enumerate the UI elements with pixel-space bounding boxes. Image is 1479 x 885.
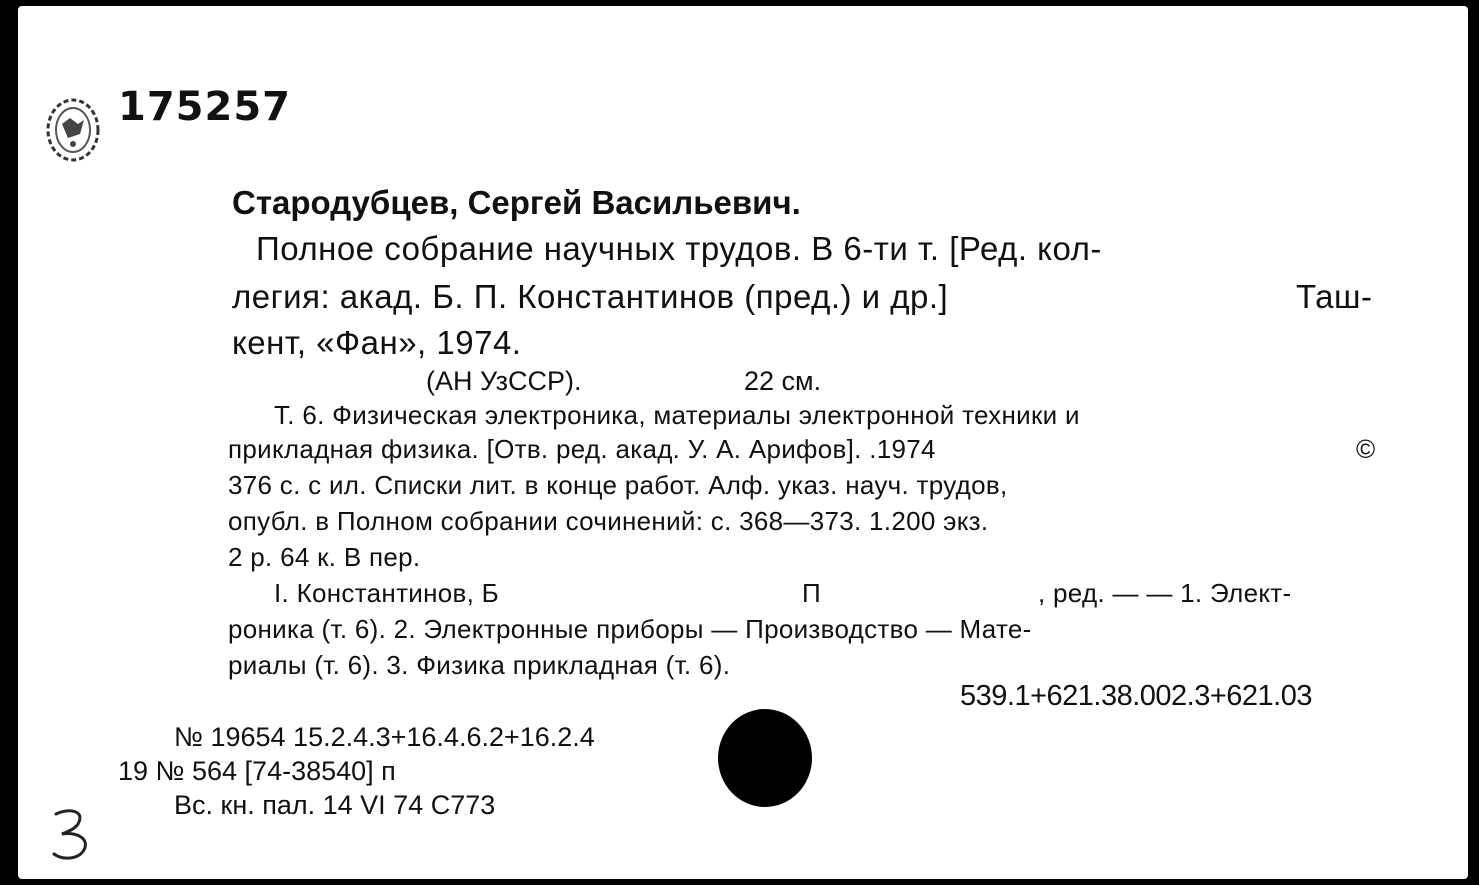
physical-size: 22 см. (744, 366, 822, 396)
library-stamp-icon (44, 94, 102, 164)
subject-line-2: роника (т. 6). 2. Электронные приборы — Производство — Мате- (228, 614, 1032, 644)
udc-classification: 539.1+621.38.002.3+621.03 (960, 680, 1312, 712)
punch-hole (718, 709, 812, 807)
title-line-2: легия: акад. Б. П. Константинов (пред.) и др.] (232, 278, 949, 315)
title-line-1: Полное собрание научных трудов. В 6-ти т. [Ред. кол- (256, 230, 1102, 267)
title-line-2-end: Таш- (1296, 278, 1373, 315)
subject-line-1: I. Константинов, Б (274, 578, 500, 608)
handwritten-mark (48, 806, 98, 866)
subject-line-3: риалы (т. 6). 3. Физика прикладная (т. 6). (228, 650, 731, 680)
title-line-3: кент, «Фан», 1974. (232, 324, 522, 361)
subject-line-1-end: , ред. — — 1. Элект- (1038, 578, 1292, 608)
author-heading: Стародубцев, Сергей Васильевич. (232, 184, 801, 221)
footer-line-3: Вс. кн. пал. 14 VI 74 С773 (174, 790, 496, 820)
subject-line-1-initial: П (802, 578, 821, 608)
card-number: 175257 (118, 84, 291, 130)
series-statement: (АН УзССР). (426, 366, 582, 396)
volume-line-1: Т. 6. Физическая электроника, материалы электронной техники и (274, 400, 1080, 430)
volume-line-2: прикладная физика. [Отв. ред. акад. У. А. Арифов]. .1974 (228, 434, 936, 464)
volume-line-4: опубл. в Полном собрании сочинений: с. 368—373. 1.200 экз. (228, 506, 989, 536)
copyright-symbol: © (1356, 434, 1376, 464)
volume-line-3: 376 с. с ил. Списки лит. в конце работ. Алф. указ. науч. трудов, (228, 470, 1008, 500)
volume-line-5: 2 р. 64 к. В пер. (228, 542, 421, 572)
footer-line-1: № 19654 15.2.4.3+16.4.6.2+16.2.4 (174, 722, 595, 752)
catalog-card (18, 6, 1468, 879)
footer-line-2: 19 № 564 [74-38540] п (118, 756, 396, 786)
